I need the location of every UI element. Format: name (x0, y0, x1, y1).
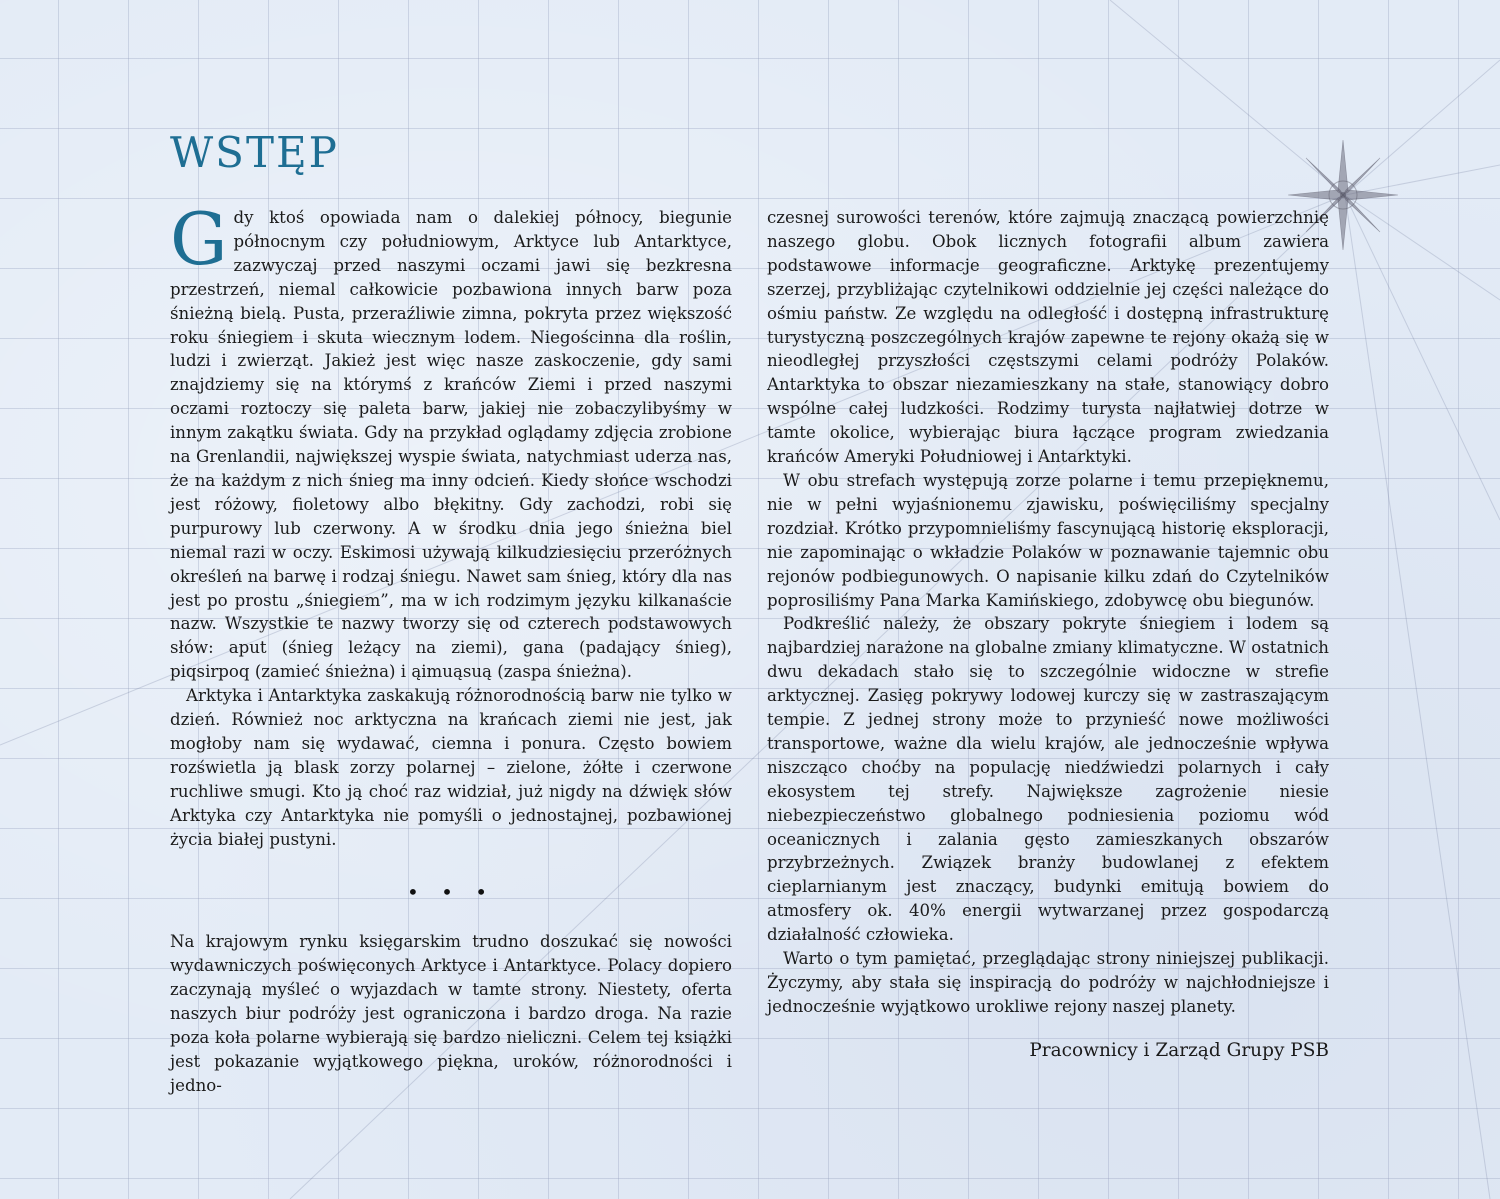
signature: Pracownicy i Zarząd Grupy PSB (1029, 1039, 1329, 1061)
page-title: WSTĘP (170, 128, 339, 177)
paragraph-polar-lights: W obu strefach występują zorze polarne i temu przepięknemu, nie w pełni wyjaśnionemu zjawisku, poświęciliśmy specjalny rozdział. Krótko przypomnieliśmy fascynującą historię eksploracji, nie zapominając o wkładzie Polaków w poznawanie tajemnic obu rejonów podbiegunowych. O napisanie kilku zdań do Czytelników poprosiliśmy Pana Marka Kamińskiego, zdobywcę obu biegunów. (767, 470, 1329, 610)
intro-paragraph-text: dy ktoś opowiada nam o dalekiej północy, biegunie północnym czy południowym, Arktyce lub Antarktyce, zazwyczaj przed naszymi oczami jawi się bezkresna przestrzeń, niemal całkowicie pozbawiona innych barw poza śnieżną bielą. Pusta, przeraźliwie zimna, pokryta przez większość roku śniegiem i skuta wiecznym lodem. Niegościnna dla roślin, ludzi i zwierząt. Jakież jest więc nasze zaskoczenie, gdy sami znajdziemy się na którymś z krańców Ziemi i przed naszymi oczami roztoczy się paleta barw, jakiej nie zobaczylibyśmy w innym zakątku świata. Gdy na przykład oglądamy zdjęcia zrobione na Grenlandii, największej wyspie świata, natychmiast uderza nas, że na każdym z nich śnieg ma inny odcień. Kiedy słońce wschodzi jest różowy, fioletowy albo błękitny. Gdy zachodzi, robi się purpurowy lub czerwony. A w środku dnia jego śnieżna biel niemal razi w oczy. Eskimosi używają kilkudziesięciu przeróżnych określeń na barwę i rodzaj śniegu. Nawet sam śnieg, który dla nas jest po prostu „śniegiem”, ma w ich rodzimym języku kilkanaście nazw. Wszystkie te nazwy tworzy się od czterech podstawowych słów: aput (śnieg leżący na ziemi), gana (padający śnieg), piqsirpoq (zamieć śnieżna) i ąimuąsuą (zaspa śnieżna). (170, 208, 732, 682)
section-separator: • • • (406, 880, 496, 905)
paragraph-closing: Warto o tym pamiętać, przeglądając strony niniejszej publikacji. Życzymy, aby stała się inspiracją do podróży w najchłodniejsze i jednocześnie wyjątkowo urokliwe rejony naszej planety. (767, 949, 1329, 1016)
drop-cap: G (170, 197, 228, 281)
right-text-column (767, 206, 1329, 1063)
paragraph-climate: Podkreślić należy, że obszary pokryte śniegiem i lodem są najbardziej narażone na globalne zmiany klimatyczne. W ostatnich dwu dekadach stało się to szczególnie widoczne w strefie arktycznej. Zasięg pokrywy lodowej kurczy się w zastraszającym tempie. Z jednej strony może to przynieść nowe możliwości transportowe, ważne dla wielu krajów, ale jednocześnie wpływa niszcząco choćby na populację niedźwiedzi polarnych i cały ekosystem tej strefy. Największe zagrożenie niesie niebezpieczeństwo globalnego podniesienia poziomu wód oceanicznych i zalania gęsto zamieszkanych obszarów przybrzeżnych. Związek branży budowlanej z efektem cieplarnianym jest znaczący, budynki emitują bowiem do atmosfery ok. 40% energii wytwarzanej przez gospodarczą działalność człowieka. (767, 614, 1329, 945)
paragraph-market: Na krajowym rynku księgarskim trudno doszukać się nowości wydawniczych poświęconych Arktyce i Antarktyce. Polacy dopiero zaczynają myśleć o wyjazdach w tamte strony. Niestety, oferta naszych biur podróży jest ograniczona i bardzo droga. Na razie poza koła polarne wybierają się bardzo nieliczni. Celem tej książki jest pokazanie wyjątkowego piękna, uroków, różnorodności i jedno- (170, 932, 732, 1095)
paragraph-aurora: Arktyka i Antarktyka zaskakują różnorodnością barw nie tylko w dzień. Również noc arktyczna na krańcach ziemi nie jest, jak mogłoby nam się wydawać, ciemna i ponura. Często bowiem rozświetla ją blask zorzy polarnej – zielone, żółte i czerwone ruchliwe smugi. Kto ją choć raz widział, już nigdy na dźwięk słów Arktyka czy Antarktyka nie pomyśli o jednostajnej, pozbawionej życia białej pustyni. (170, 686, 732, 849)
intro-paragraph (170, 197, 732, 684)
left-text-column (170, 197, 732, 1098)
paragraph-album-content: czesnej surowości terenów, które zajmują znaczącą powierzchnię naszego globu. Obok licznych fotografii album zawiera podstawowe informacje geograficzne. Arktykę prezentujemy szerzej, przybliżając czytelnikowi oddzielnie jej części należące do ośmiu państw. Ze względu na odległość i dostępną infrastrukturę turystyczną poszczególnych krajów zapewne te rejony okażą się w nieodległej przyszłości częstszymi celami podróży Polaków. Antarktyka to obszar niezamieszkany na stałe, stanowiący dobro wspólne całej ludzkości. Rodzimy turysta najłatwiej dotrze w tamte okolice, wybierając biura łączące program zwiedzania krańców Ameryki Południowej i Antarktyki. (767, 208, 1329, 467)
